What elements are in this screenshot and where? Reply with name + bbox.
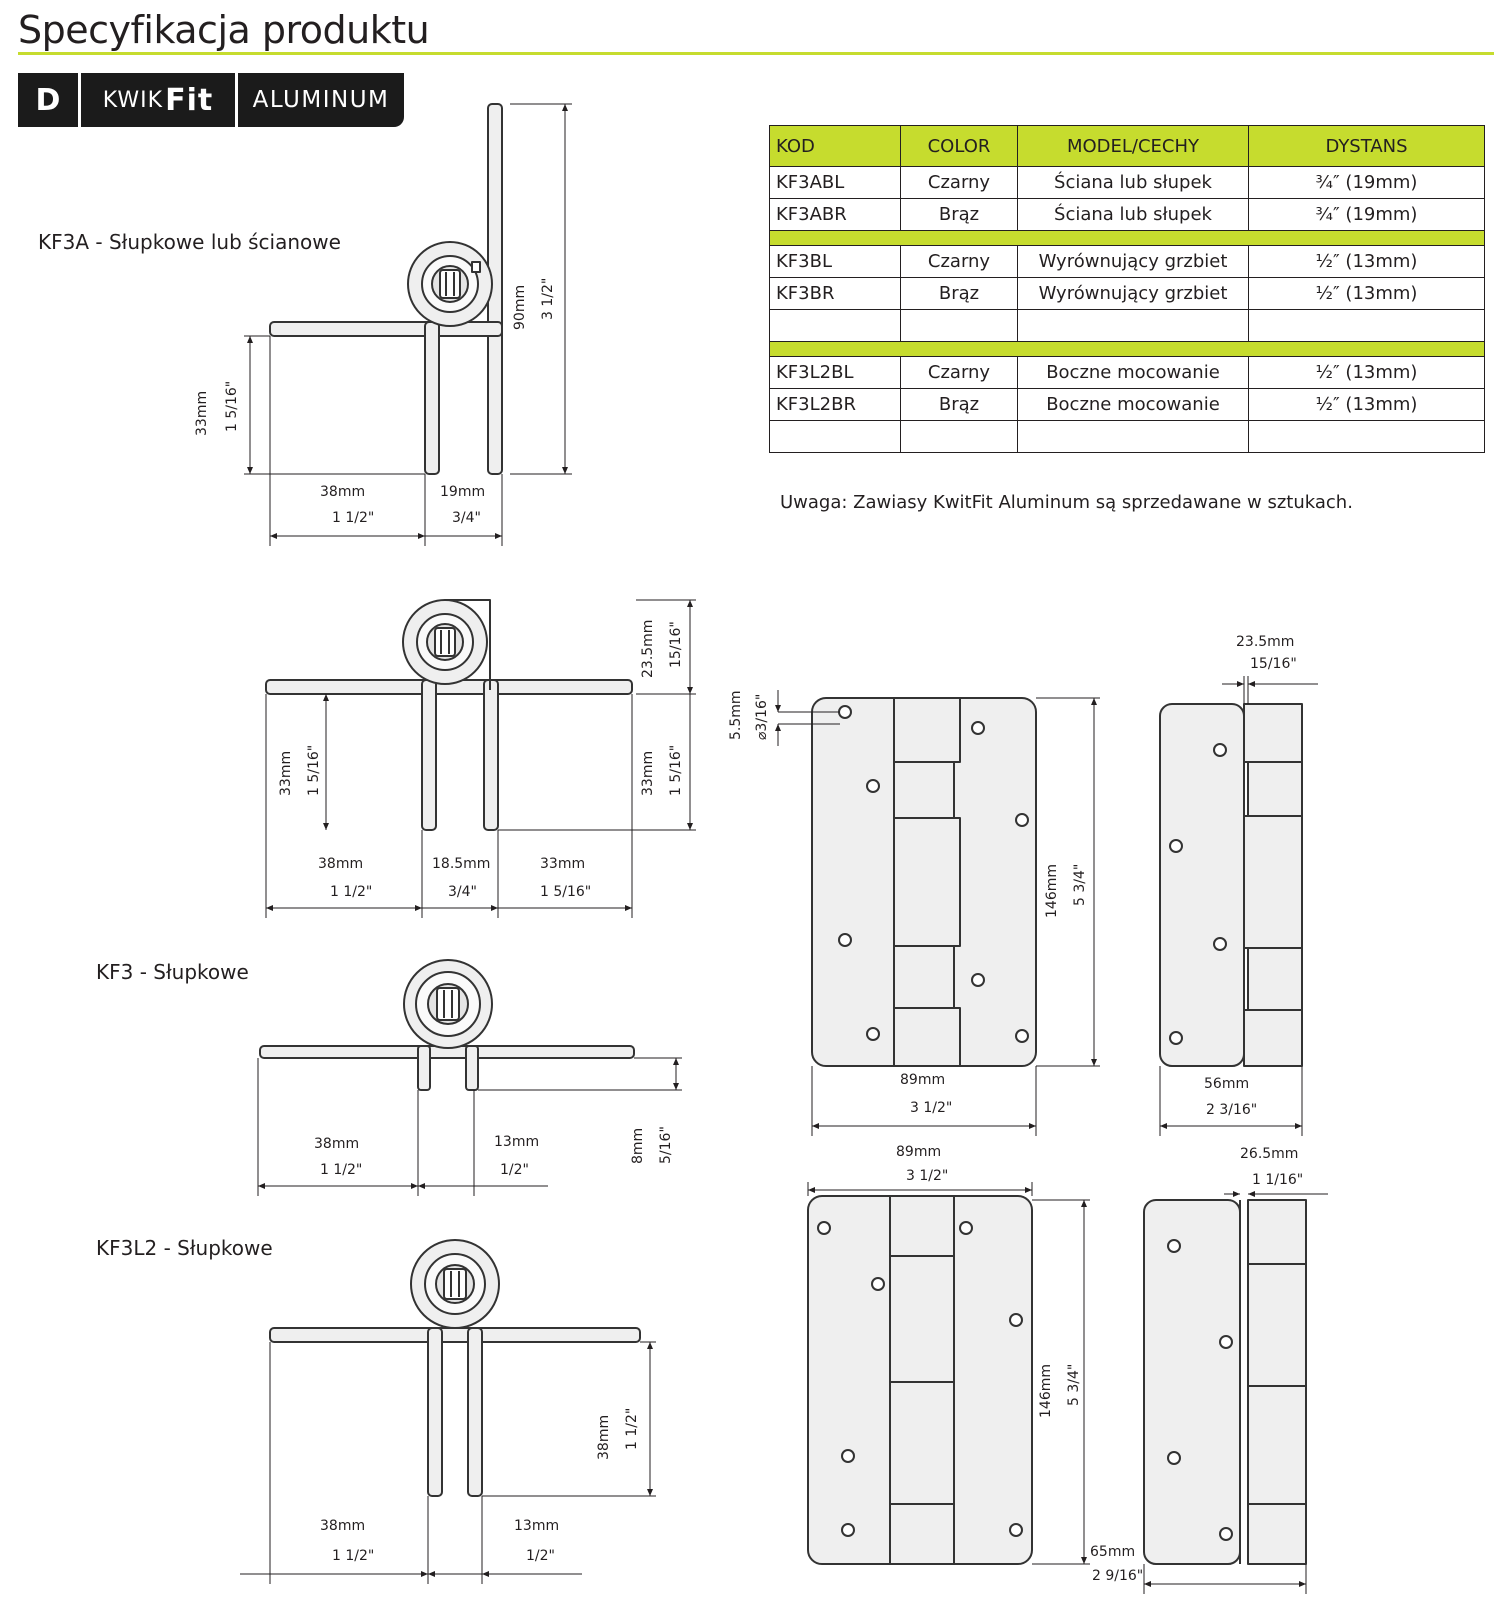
dim-3-1-2-a: 3 1/2" [910, 1100, 953, 1116]
side-view-hinge-bottom [1144, 1200, 1306, 1564]
dim-1-5-16-a: 1 5/16" [224, 380, 240, 432]
cell-model: Boczne mocowanie [1018, 357, 1249, 389]
header-dystans: DYSTANS [1249, 126, 1485, 167]
label-kf3l2: KF3L2 - Słupkowe [96, 1236, 273, 1260]
brand-material: ALUMINUM [238, 73, 404, 127]
dim-18-5mm: 18.5mm [432, 856, 491, 872]
dim-33mm-c: 33mm [278, 750, 294, 796]
dim-3-4-b: 3/4" [448, 884, 477, 900]
label-kf3a: KF3A - Słupkowe lub ścianowe [38, 230, 341, 254]
cell-color: Czarny [901, 167, 1018, 199]
dim-38mm-c: 38mm [314, 1136, 360, 1152]
sales-note: Uwaga: Zawiasy KwitFit Aluminum są sprzedawane w sztukach. [780, 492, 1353, 513]
dim-1-1-2-a: 1 1/2" [332, 510, 375, 526]
dim-38mm-d: 38mm [596, 1414, 612, 1460]
dim-2-9-16: 2 9/16" [1092, 1568, 1144, 1584]
cell-color: Brąz [901, 199, 1018, 231]
dim-146mm-a: 146mm [1044, 864, 1060, 918]
kf3-hinge-drawing [260, 960, 634, 1090]
dim-33mm-d: 33mm [540, 856, 586, 872]
kf3a-hinge-drawing [270, 104, 502, 474]
dim-23-5mm-a: 23.5mm [640, 619, 656, 678]
front-view-hinge-top [812, 698, 1036, 1066]
kf3l2-hinge-drawing [270, 1240, 640, 1496]
dim-13mm-b: 13mm [514, 1518, 560, 1534]
dim-1-1-2-e: 1 1/2" [332, 1548, 375, 1564]
dim-3-1-2: 3 1/2" [540, 277, 556, 320]
header-color: COLOR [901, 126, 1018, 167]
dim-19mm: 19mm [440, 484, 486, 500]
dim-5-5mm: 5.5mm [728, 690, 744, 740]
cell-kod: KF3ABL [770, 167, 901, 199]
side-view-hinge-top [1160, 704, 1302, 1066]
dim-90mm: 90mm [512, 284, 528, 330]
cell-model: Wyrównujący grzbiet [1018, 246, 1249, 278]
page-title: Specyfikacja produktu [18, 8, 430, 52]
dim-3-4-a: 3/4" [452, 510, 481, 526]
brand-fit: Fit [165, 82, 214, 118]
dim-13mm-a: 13mm [494, 1134, 540, 1150]
dim-1-1-2-c: 1 1/2" [320, 1162, 363, 1178]
cell-dystans: ½″ (13mm) [1249, 357, 1485, 389]
dim-56mm: 56mm [1204, 1076, 1250, 1092]
dim-33mm-b: 33mm [640, 750, 656, 796]
front-view-hinge-bottom [808, 1196, 1032, 1564]
label-kf3: KF3 - Słupkowe [96, 960, 249, 984]
dim-dia-3-16: ⌀3/16" [754, 693, 770, 740]
dim-5-3-4-a: 5 3/4" [1072, 863, 1088, 906]
dim-38mm-e: 38mm [320, 1518, 366, 1534]
cell-color: Czarny [901, 357, 1018, 389]
dim-1-2-b: 1/2" [526, 1548, 555, 1564]
cell-color: Brąz [901, 389, 1018, 421]
dim-15-16-a: 15/16" [668, 621, 684, 668]
cell-color: Czarny [901, 246, 1018, 278]
cell-dystans: ½″ (13mm) [1249, 278, 1485, 310]
dim-1-5-16-c: 1 5/16" [306, 744, 322, 796]
dim-1-1-16: 1 1/16" [1252, 1172, 1304, 1188]
dim-15-16-b: 15/16" [1250, 656, 1297, 672]
cell-kod: KF3L2BR [770, 389, 901, 421]
dim-1-5-16-b: 1 5/16" [668, 744, 684, 796]
dim-8mm: 8mm [630, 1127, 646, 1164]
dim-89mm-b: 89mm [896, 1144, 942, 1160]
dim-3-1-2-b: 3 1/2" [906, 1168, 949, 1184]
cell-dystans: ½″ (13mm) [1249, 389, 1485, 421]
dim-26-5mm: 26.5mm [1240, 1146, 1299, 1162]
dim-5-3-4-b: 5 3/4" [1066, 1363, 1082, 1406]
dim-1-5-16-d: 1 5/16" [540, 884, 592, 900]
cell-kod: KF3BR [770, 278, 901, 310]
dim-89mm-a: 89mm [900, 1072, 946, 1088]
dim-1-1-2-b: 1 1/2" [330, 884, 373, 900]
dim-1-2-a: 1/2" [500, 1162, 529, 1178]
brand-logo-icon: D [18, 73, 78, 127]
dim-38mm-a: 38mm [320, 484, 366, 500]
cell-model: Ściana lub słupek [1018, 199, 1249, 231]
cell-model: Wyrównujący grzbiet [1018, 278, 1249, 310]
dim-5-16: 5/16" [658, 1126, 674, 1164]
dim-33mm-a: 33mm [194, 390, 210, 436]
cell-dystans: ¾″ (19mm) [1249, 199, 1485, 231]
cell-dystans: ¾″ (19mm) [1249, 167, 1485, 199]
cell-dystans: ½″ (13mm) [1249, 246, 1485, 278]
dim-2-3-16: 2 3/16" [1206, 1102, 1258, 1118]
cell-model: Ściana lub słupek [1018, 167, 1249, 199]
cell-model: Boczne mocowanie [1018, 389, 1249, 421]
dim-1-1-2-d: 1 1/2" [624, 1407, 640, 1450]
cell-kod: KF3BL [770, 246, 901, 278]
cell-kod: KF3ABR [770, 199, 901, 231]
dim-38mm-b: 38mm [318, 856, 364, 872]
header-model: MODEL/CECHY [1018, 126, 1249, 167]
dim-23-5mm-b: 23.5mm [1236, 634, 1295, 650]
cell-color: Brąz [901, 278, 1018, 310]
brand-kwik: KWIK [102, 87, 164, 113]
cell-kod: KF3L2BL [770, 357, 901, 389]
dim-65mm: 65mm [1090, 1544, 1136, 1560]
header-kod: KOD [770, 126, 901, 167]
dim-146mm-b: 146mm [1038, 1364, 1054, 1418]
